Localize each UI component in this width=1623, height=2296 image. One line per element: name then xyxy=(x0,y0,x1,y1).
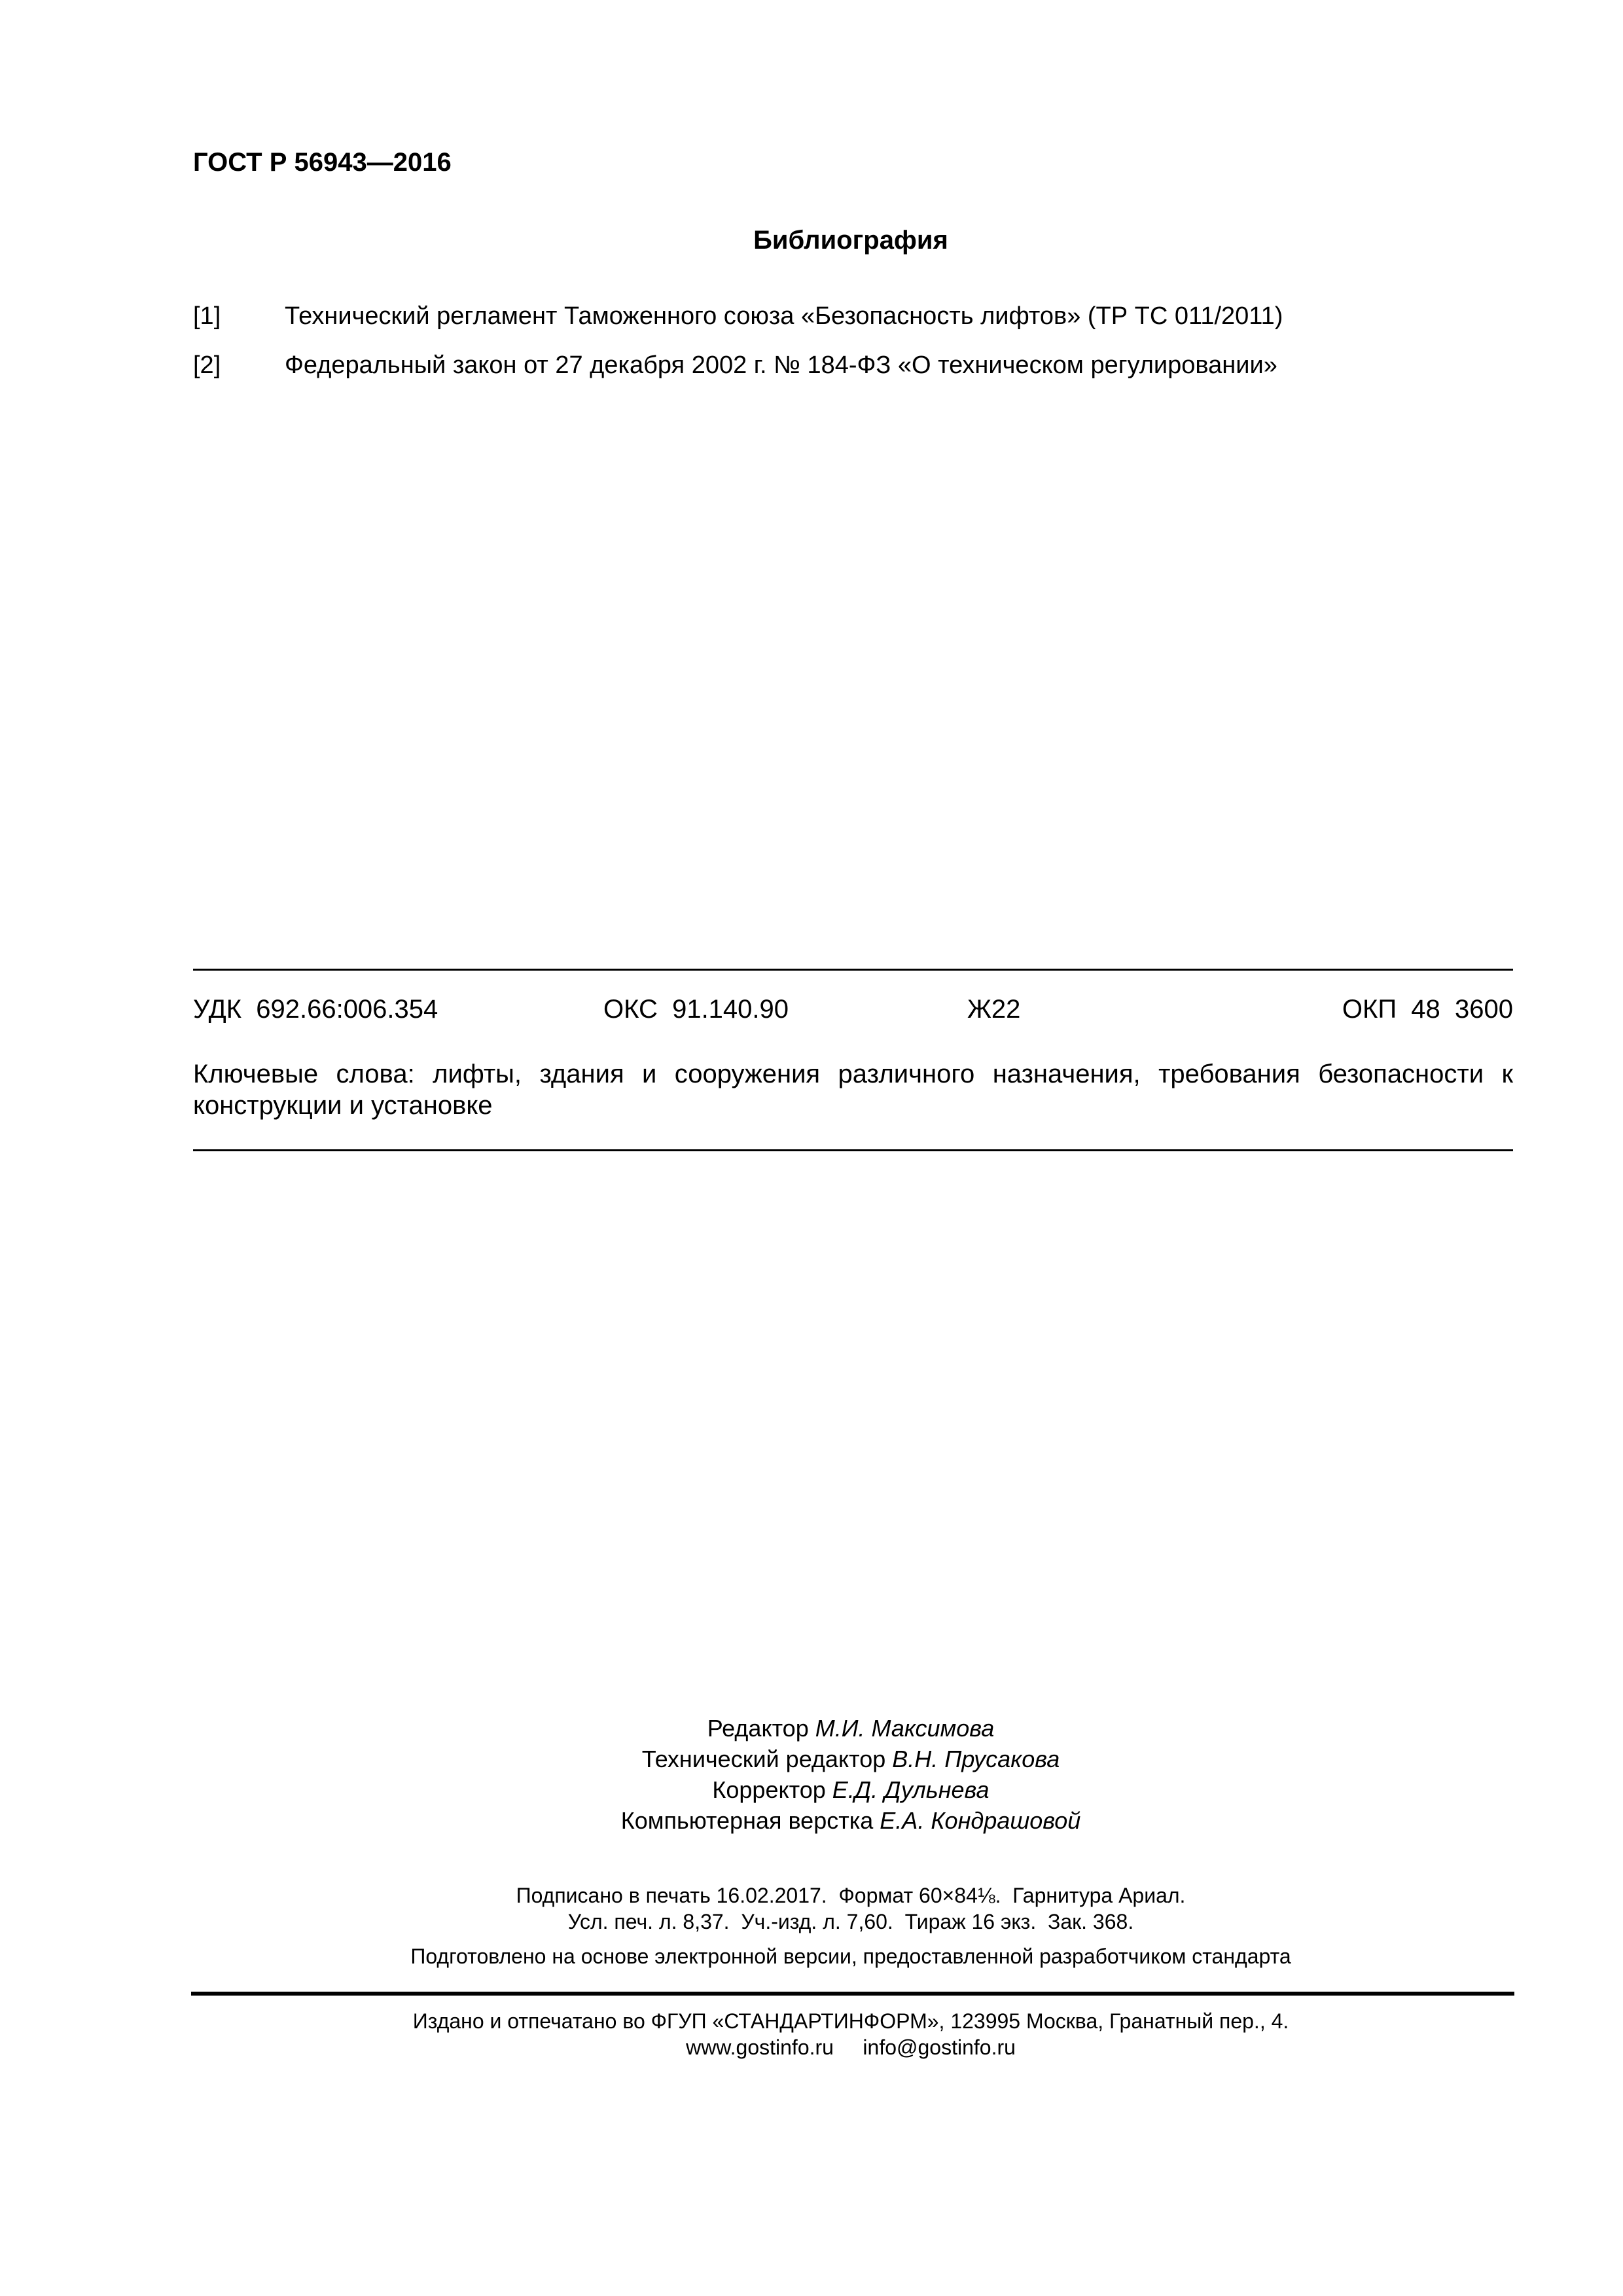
print-info-line2: Усл. печ. л. 8,37. Уч.-изд. л. 7,60. Тираж 16 экз. Зак. 368. xyxy=(567,1910,1134,1933)
divider-top xyxy=(193,969,1513,971)
print-info-line1: Подписано в печать 16.02.2017. Формат 60×84⅛. Гарнитура Ариал. xyxy=(516,1884,1186,1907)
divider-bottom xyxy=(191,1992,1514,1996)
udk-code: УДК 692.66:006.354 xyxy=(193,995,438,1024)
publisher-info: Издано и отпечатано во ФГУП «СТАНДАРТИНФОРМ», 123995 Москва, Гранатный пер., 4. xyxy=(412,2009,1289,2033)
staff-corrector xyxy=(0,1776,1623,1804)
prepared-note: Подготовлено на основе электронной версии, предоставленной разработчиком стандарта xyxy=(410,1945,1291,1968)
staff-layout xyxy=(0,1807,1623,1835)
staff-role: Корректор xyxy=(712,1776,826,1803)
bibliography-item xyxy=(193,302,1283,331)
bibliography-item-number: [1] xyxy=(193,302,221,330)
divider-middle xyxy=(193,1149,1513,1151)
bibliography-item-text: Федеральный закон от 27 декабря 2002 г. № 184-ФЗ «О техническом регулировании» xyxy=(285,351,1277,379)
staff-role: Компьютерная верстка xyxy=(620,1807,874,1834)
document-code: ГОСТ Р 56943—2016 xyxy=(193,148,452,177)
staff-tech-editor xyxy=(0,1746,1623,1773)
staff-name: М.И. Максимова xyxy=(815,1715,995,1742)
staff-name: Е.Д. Дульнева xyxy=(832,1776,990,1803)
staff-role: Редактор xyxy=(707,1715,809,1742)
bibliography-item xyxy=(193,351,1277,380)
staff-role: Технический редактор xyxy=(641,1746,886,1772)
zh-code: Ж22 xyxy=(967,995,1021,1024)
staff-name: Е.А. Кондрашовой xyxy=(880,1807,1081,1834)
staff-editor xyxy=(0,1715,1623,1742)
staff-name: В.Н. Прусакова xyxy=(892,1746,1060,1772)
bibliography-title: Библиография xyxy=(753,226,948,255)
okp-code: ОКП 48 3600 xyxy=(1342,995,1513,1024)
keywords: Ключевые слова: лифты, здания и сооружения различного назначения, требования безопасности к конструкции и установке xyxy=(193,1060,1513,1120)
bibliography-item-number: [2] xyxy=(193,351,221,379)
bibliography-item-text: Технический регламент Таможенного союза «Безопасность лифтов» (ТР ТС 011/2011) xyxy=(285,302,1283,330)
oks-code: ОКС 91.140.90 xyxy=(603,995,789,1024)
publisher-web: www.gostinfo.ru info@gostinfo.ru xyxy=(686,2036,1016,2059)
